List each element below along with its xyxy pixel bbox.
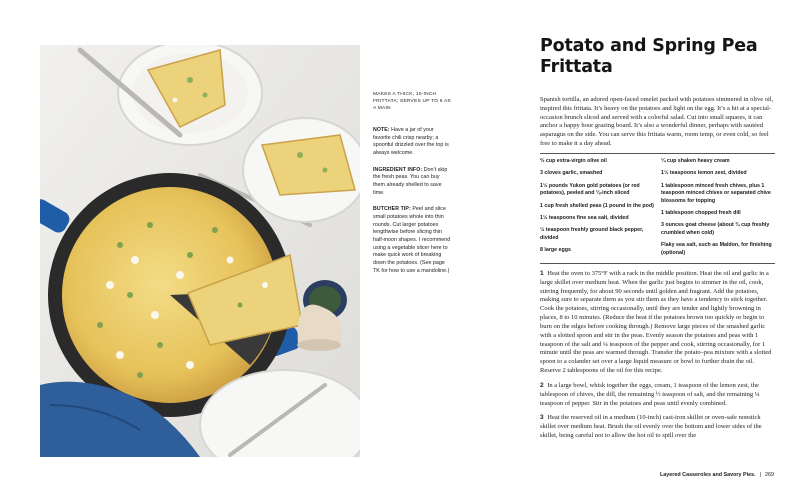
step-text: Heat the oven to 375°F with a rack in the middle position. Heat the oil and garlic in a large skillet over medium heat. When the garlic just begins to simmer in the oil, cook, stirring frequently, for about 90 seconds until golden and fragrant. Add the potatoes, making sure to separate them as you stir them as they have a tendency to stick together. Cook the potatoes, stirring occasionally, until they are tender and lightly browning in places, 8 to 10 minutes. (Reduce the heat if the potatoes brown too quickly or begin to burn on the edges before cooking through.) Remove large pieces of the smashed garlic with a slotted spoon and stir in the peas. Evenly season the potatoes and peas with 1 teaspoon of the salt and ¼ teaspoon of the pepper and cook, stirring occasionally, for 1 minute until the peas are warmed through. Transfer the potato–pea mixture with a slotted spoon to a colander set over a large liquid measure or bowl to further drain the oil. Reserve 2 tablespoons of the oil for this recipe. [540, 270, 772, 375]
butcher-tip-text: Peel and slice small potatoes whole into thin rounds. Cut larger potatoes lengthwise before slicing thin half-moon shapes. I recommend using a vegetable slicer here to make quick work of breaking down the potatoes. (See page TK for how to use a mandoline.) [373, 206, 451, 274]
step-text: Heat the reserved oil in a medium (10-inch) cast-iron skillet or oven-safe nonstick skillet over medium heat. Brush the oil evenly over the bottom and lower sides of the skillet, being careful not to allow the hot oil to spill over the [540, 414, 762, 440]
ingredient: ½ teaspoon freshly ground black pepper, divided [540, 227, 644, 241]
frittata-photo [40, 45, 360, 457]
recipe-sidebar [373, 92, 451, 284]
footer-separator: | [759, 472, 761, 478]
divider [540, 263, 775, 264]
butcher-tip-label: BUTCHER TIP: [373, 206, 411, 213]
sidebar-ingredient-info [373, 167, 451, 198]
ingredient: 3 ounces goat cheese (about ¾ cup freshly crumbled when cold) [661, 222, 770, 236]
step [540, 270, 775, 376]
ingredient: 1½ teaspoons fine sea salt, divided [540, 215, 629, 222]
ingredients-left [540, 158, 654, 260]
sidebar-note [373, 127, 451, 158]
ingredient: ⅔ cup extra-virgin olive oil [540, 158, 607, 164]
ingredient: 1 tablespoon minced fresh chives, plus 1 teaspoon minced chives or separated chive blossoms for topping [661, 182, 771, 204]
recipe-intro: Spanish tortilla, an adored open-faced omelet packed with potatoes simmered in olive oil, inspired this frittata. It’s heavy on the potatoes and light on the egg. It’s a hit at a special-occasion brunch sliced and served with a colorful salad. Cut into small squares, it can anchor a happy hour grazing board. It’s also a wonderful dinner, perhaps with sautéed asparagus on the side. You can serve this frittata warm, room temp, or even cold, so feel free to make it a day ahead. [540, 96, 774, 148]
note-label: NOTE: [373, 126, 390, 133]
ingredient: 3 cloves garlic, smashed [540, 170, 603, 177]
ingredient: 1½ pounds Yukon gold potatoes (or red potatoes), peeled and ⅛-inch sliced [540, 182, 640, 197]
step-number: 2 [540, 381, 544, 389]
step-number: 1 [540, 270, 544, 277]
ingredient: Flaky sea salt, such as Maldon, for finishing (optional) [661, 242, 772, 256]
method-steps [540, 270, 775, 447]
ingredient: 1 cup fresh shelled peas (1 pound in the pod) [540, 202, 654, 209]
page-number: 269 [765, 472, 774, 478]
step [540, 382, 775, 408]
ingredient: ¼ cup shaken heavy cream [661, 158, 730, 164]
ingredient: 1½ teaspoons lemon zest, divided [661, 170, 747, 177]
ingredient: 8 large eggs [540, 247, 571, 254]
page-footer [660, 472, 774, 478]
sidebar-butcher-tip [373, 206, 451, 275]
step-number: 3 [540, 414, 544, 422]
ingredient: 1 tablespoon chopped fresh dill [661, 210, 741, 217]
yield-note: MAKES A THICK, 10-INCH FRITTATA; SERVES UP TO 6 AS A MAIN [373, 92, 451, 111]
divider [540, 153, 775, 154]
ingredient-info-text: Don’t skip the fresh peas. You can buy them already shelled to save time. [373, 166, 448, 196]
step-text: In a large bowl, whisk together the eggs, cream, 1 teaspoon of the lemon zest, the tablespoon of chives, the dill, the remaining ½ teaspoon of salt, and the remaining ¼ teaspoon of pepper. Stir in the potatoes and peas until evenly combined. [540, 381, 760, 407]
note-text: Have a jar of your favorite chili crisp nearby; a spoonful drizzled over the top is always welcome. [373, 126, 449, 156]
section-title: Layered Casseroles and Savory Pies. [660, 472, 756, 478]
ingredient-info-label: INGREDIENT INFO: [373, 166, 423, 173]
recipe-title: Potato and Spring Pea Frittata [540, 36, 758, 77]
step [540, 414, 775, 440]
ingredients-right [661, 158, 775, 262]
